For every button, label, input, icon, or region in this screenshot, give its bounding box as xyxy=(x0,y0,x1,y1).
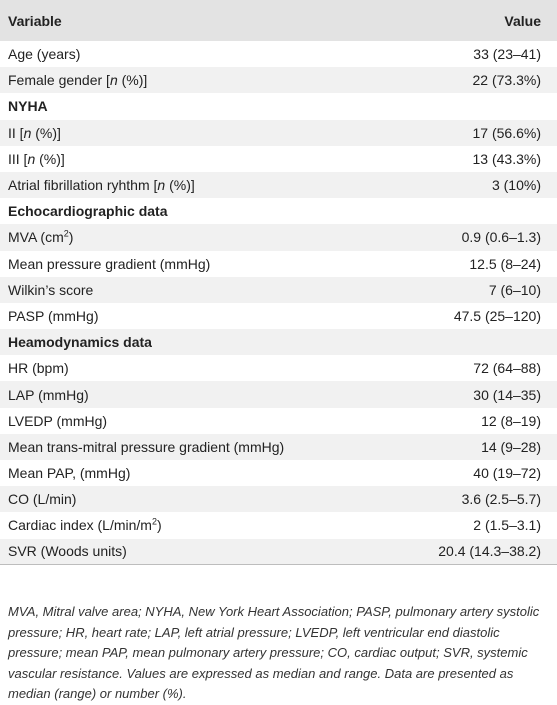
row-label: MVA $(cm^2)$ xyxy=(8,228,74,246)
row-value: 40 (19–72) xyxy=(473,465,541,482)
section-row xyxy=(0,329,557,355)
row-label: Cardiac index $(L/\min/m^2)$ xyxy=(8,516,162,534)
section-row xyxy=(0,198,557,224)
row-label: Wilkin’s score xyxy=(8,281,94,298)
table-row xyxy=(0,224,557,250)
section-heading: Echocardiographic data xyxy=(8,203,168,220)
row-label: LAP (mmHg) xyxy=(8,386,89,403)
section-row xyxy=(0,93,557,119)
table-row xyxy=(0,41,557,67)
header-value: Value xyxy=(504,12,541,29)
table-row xyxy=(0,146,557,172)
row-label: LVEDP (mmHg) xyxy=(8,412,108,429)
row-value: 72 (64–88) xyxy=(473,360,541,377)
row-value: 13 (43.3%) xyxy=(472,150,541,167)
row-value: 30 (14–35) xyxy=(473,386,541,403)
row-label: PASP (mmHg) xyxy=(8,307,99,324)
row-value: 7 (6–10) xyxy=(488,281,541,298)
table-row xyxy=(0,120,557,146)
table-row xyxy=(0,67,557,93)
row-label: HR (bpm) xyxy=(8,360,69,377)
row-label: Female gender [n (%)] xyxy=(8,72,148,89)
table-row xyxy=(0,303,557,329)
table-row xyxy=(0,460,557,486)
table-body xyxy=(0,41,557,565)
section-heading: Heamodynamics data xyxy=(8,334,152,351)
row-label: Mean pressure gradient (mmHg) xyxy=(8,255,211,272)
table-row xyxy=(0,512,557,538)
row-value: 0.9 (0.6–1.3) xyxy=(461,229,541,246)
table-row xyxy=(0,381,557,407)
row-label: SVR (Woods units) xyxy=(0,539,388,565)
row-value: 14 (9–28) xyxy=(481,438,541,455)
row-value: 33 (23–41) xyxy=(473,46,541,63)
table-row xyxy=(0,539,557,565)
row-label: Mean trans-mitral pressure gradient (mmHg) xyxy=(8,438,285,455)
table-row xyxy=(0,434,557,460)
table-row xyxy=(0,172,557,198)
row-label: II [n (%)] xyxy=(8,124,61,141)
row-label: Age (years) xyxy=(8,46,81,63)
row-value: 2 (1.5–3.1) xyxy=(473,517,541,534)
row-value: 12.5 (8–24) xyxy=(469,255,541,272)
row-value: 17 (56.6%) xyxy=(472,124,541,141)
row-value: 12 (8–19) xyxy=(481,412,541,429)
table-row xyxy=(0,355,557,381)
row-label: Mean PAP, (mmHg) xyxy=(8,465,131,482)
row-label: CO (L/min) xyxy=(8,491,77,508)
row-label: Atrial fibrillation ryhthm [n (%)] xyxy=(8,177,195,194)
row-value: 20.4 (14.3–38.2) xyxy=(388,539,557,565)
table-row xyxy=(0,408,557,434)
row-value: 3.6 (2.5–5.7) xyxy=(461,491,541,508)
table-footnote: MVA, Mitral valve area; NYHA, New York Heart Association; PASP, pulmonary artery systolic pressure; HR, heart rate; LAP, left atrial pressure; LVEDP, left ventricular end diastolic pressure; mean PAP, mean pulmonary artery pressure; CO, cardiac output; SVR, systemic vascular resistance. Values are expressed as median and range. Data are presented as median (range) or number (%). xyxy=(8,604,540,701)
row-value: 22 (73.3%) xyxy=(472,72,541,89)
table-row xyxy=(0,277,557,303)
header-row xyxy=(0,0,557,41)
row-value: 3 (10%) xyxy=(491,177,541,194)
row-value: 47.5 (25–120) xyxy=(453,307,541,324)
header-variable: Variable xyxy=(8,12,62,29)
row-label: III [n (%)] xyxy=(8,150,65,167)
section-heading: NYHA xyxy=(8,98,48,115)
table-row xyxy=(0,251,557,277)
table-row xyxy=(0,486,557,512)
table-header xyxy=(0,0,557,41)
